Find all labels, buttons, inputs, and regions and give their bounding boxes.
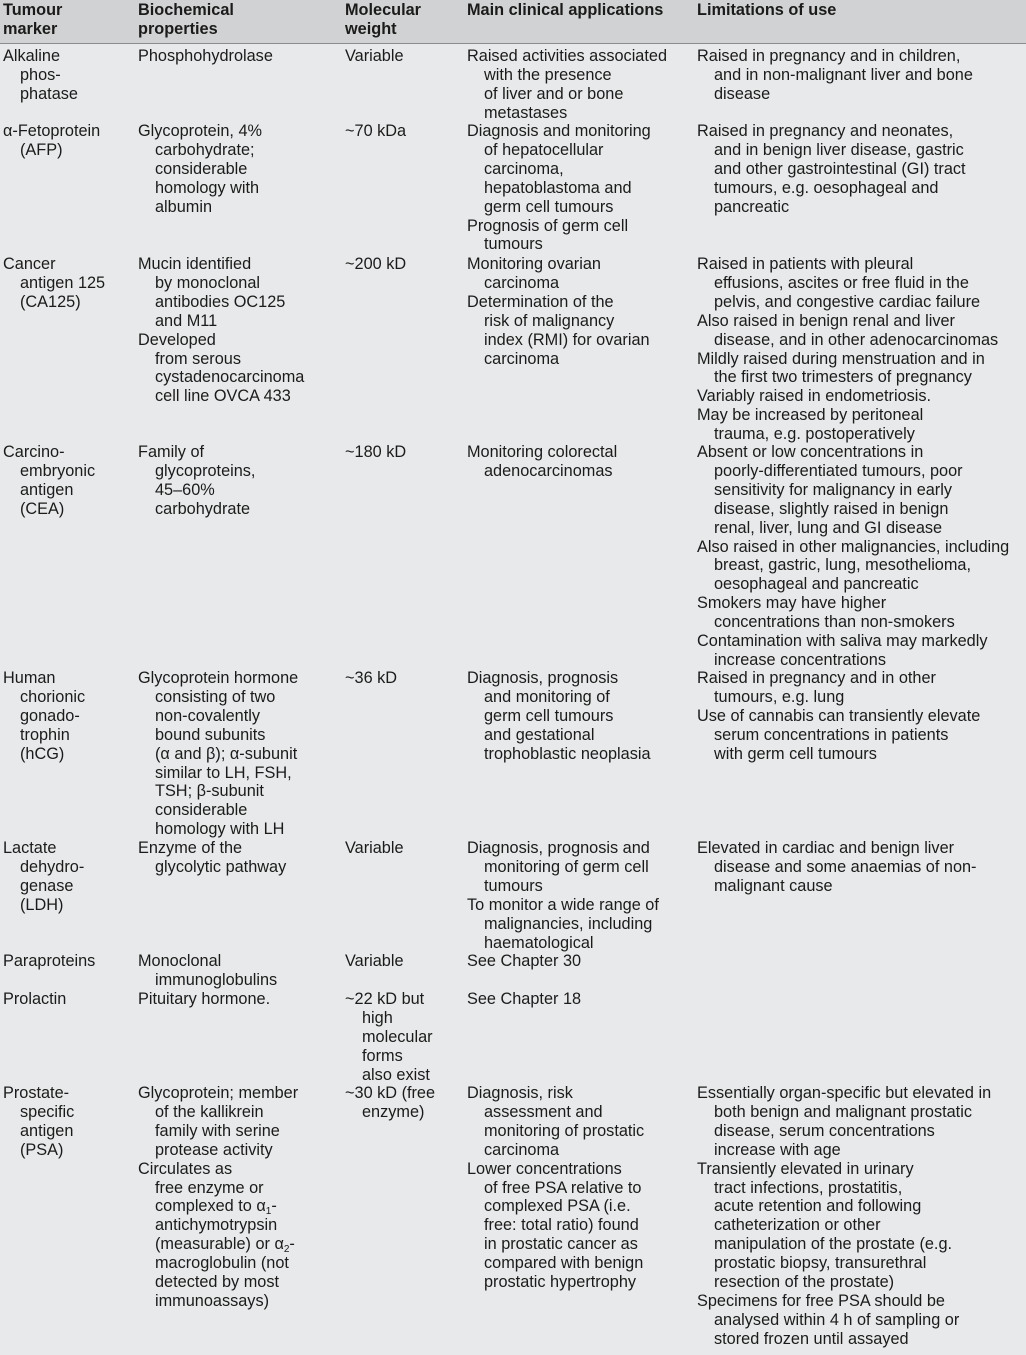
properties-cell: Mucin identified by monoclonal antibodies OC125 and M11 Developed from serous cystadenocarcinoma cell line OVCA 433: [138, 255, 305, 406]
marker-cell: α-Fetoprotein (AFP): [3, 122, 101, 159]
marker-cell: Cancer antigen 125 (CA125): [3, 255, 106, 311]
properties-cell: Monoclonal immunoglobulins: [138, 952, 278, 989]
header-molecular-weight: Molecular weight: [345, 1, 422, 38]
properties-cell: Glycoprotein, 4% carbohydrate; considerable homology with albumin: [138, 122, 262, 216]
header-limitations: Limitations of use: [697, 1, 837, 19]
weight-cell: ~36 kD: [345, 669, 398, 687]
applications-cell: Diagnosis and monitoring of hepatocellular carcinoma, hepatoblastoma and germ cell tumours Prognosis of germ cell tumours: [467, 122, 651, 254]
header-biochemical-properties: Biochemical properties: [138, 1, 234, 38]
weight-cell: Variable: [345, 952, 404, 970]
weight-cell: ~200 kD: [345, 255, 407, 273]
applications-cell: Raised activities associated with the presence of liver and or bone metastases: [467, 47, 667, 122]
properties-cell: Pituitary hormone.: [138, 990, 271, 1008]
limitations-cell: Raised in pregnancy and neonates, and in benign liver disease, gastric and other gastrointestinal (GI) tract tumours, e.g. oesophageal and pancreatic: [697, 122, 966, 216]
limitations-cell: Raised in pregnancy and in children, and in non-malignant liver and bone disease: [697, 47, 973, 103]
weight-cell: ~70 kDa: [345, 122, 407, 140]
weight-cell: Variable: [345, 47, 404, 65]
applications-cell: See Chapter 30: [467, 952, 582, 970]
limitations-cell: Raised in pregnancy and in other tumours, e.g. lung Use of cannabis can transiently elevate serum concentrations in patients with germ cell tumours: [697, 669, 981, 763]
marker-cell: Prolactin: [3, 990, 67, 1008]
properties-cell: Glycoprotein; member of the kallikrein family with serine protease activity Circulates as free enzyme or complexed to $\alpha_1-$ antichymotrypsin (measurable) or $\alpha_2-$ macroglobulin (not detected by most immunoassays): [138, 1084, 299, 1310]
applications-cell: Monitoring colorectal adenocarcinomas: [467, 443, 618, 480]
table-header: [0, 0, 1026, 44]
limitations-cell: Essentially organ-specific but elevated in both benign and malignant prostatic disease, serum concentrations increase with age Transiently elevated in urinary tract infections, prostatitis, acute retention and following catheterization or other manipulation of the prostate (e.g. prostatic biopsy, transurethral resection of the prostate) Specimens for free PSA should be analysed within 4 h of sampling or stored frozen until assayed: [697, 1084, 992, 1348]
alpha1-line: complexed to $\alpha_1-$: [155, 1197, 277, 1218]
marker-cell: Prostate- specific antigen (PSA): [3, 1084, 75, 1159]
weight-cell: ~22 kD but high molecular forms also exist: [345, 990, 433, 1084]
marker-cell: Lactate dehydro- genase (LDH): [3, 839, 85, 914]
weight-cell: ~180 kD: [345, 443, 407, 461]
applications-cell: Diagnosis, risk assessment and monitoring of prostatic carcinoma Lower concentrations of free PSA relative to complexed PSA (i.e. free: total ratio) found in prostatic cancer as compared with benign prostatic hypertrophy: [467, 1084, 645, 1292]
properties-cell: Phosphohydrolase: [138, 47, 273, 65]
marker-cell: Paraproteins: [3, 952, 96, 970]
weight-cell: ~30 kD (free enzyme): [345, 1084, 436, 1121]
limitations-cell: Elevated in cardiac and benign liver disease and some anaemias of non- malignant cause: [697, 839, 977, 895]
properties-cell: Family of glycoproteins, 45–60% carbohydrate: [138, 443, 256, 518]
marker-cell: Carcino- embryonic antigen (CEA): [3, 443, 96, 518]
applications-cell: Diagnosis, prognosis and monitoring of germ cell tumours and gestational trophoblastic neoplasia: [467, 669, 651, 763]
limitations-cell: Raised in patients with pleural effusions, ascites or free fluid in the pelvis, and congestive cardiac failure Also raised in benign renal and liver disease, and in other adenocarcinomas Mildly raised during menstruation and in the first two trimesters of pregnancy Variably raised in endometriosis. May be increased by peritoneal trauma, e.g. postoperatively: [697, 255, 999, 444]
header-tumour-marker: Tumour marker: [3, 1, 63, 38]
header-clinical-applications: Main clinical applications: [467, 1, 664, 19]
properties-cell: Enzyme of the glycolytic pathway: [138, 839, 287, 876]
alpha2-line: (measurable) or $\alpha_2-$: [155, 1235, 295, 1256]
applications-cell: Monitoring ovarian carcinoma Determination of the risk of malignancy index (RMI) for ovarian carcinoma: [467, 255, 650, 368]
applications-cell: See Chapter 18: [467, 990, 582, 1008]
marker-cell: Human chorionic gonado- trophin (hCG): [3, 669, 86, 763]
limitations-cell: Absent or low concentrations in poorly-differentiated tumours, poor sensitivity for malignancy in early disease, slightly raised in benign renal, liver, lung and GI disease Also raised in other malignancies, including breast, gastric, lung, mesothelioma, oesophageal and pancreatic Smokers may have higher concentrations than non-smokers Contamination with saliva may markedly increase concentrations: [697, 443, 1010, 669]
applications-cell: Diagnosis, prognosis and monitoring of germ cell tumours To monitor a wide range of malignancies, including haematological: [467, 839, 659, 952]
marker-cell: Alkaline phos- phatase: [3, 47, 78, 103]
weight-cell: Variable: [345, 839, 404, 857]
properties-cell: Glycoprotein hormone consisting of two non-covalently bound subunits (α and β); α-subunit similar to LH, FSH, TSH; β-subunit considerable homology with LH: [138, 669, 299, 839]
